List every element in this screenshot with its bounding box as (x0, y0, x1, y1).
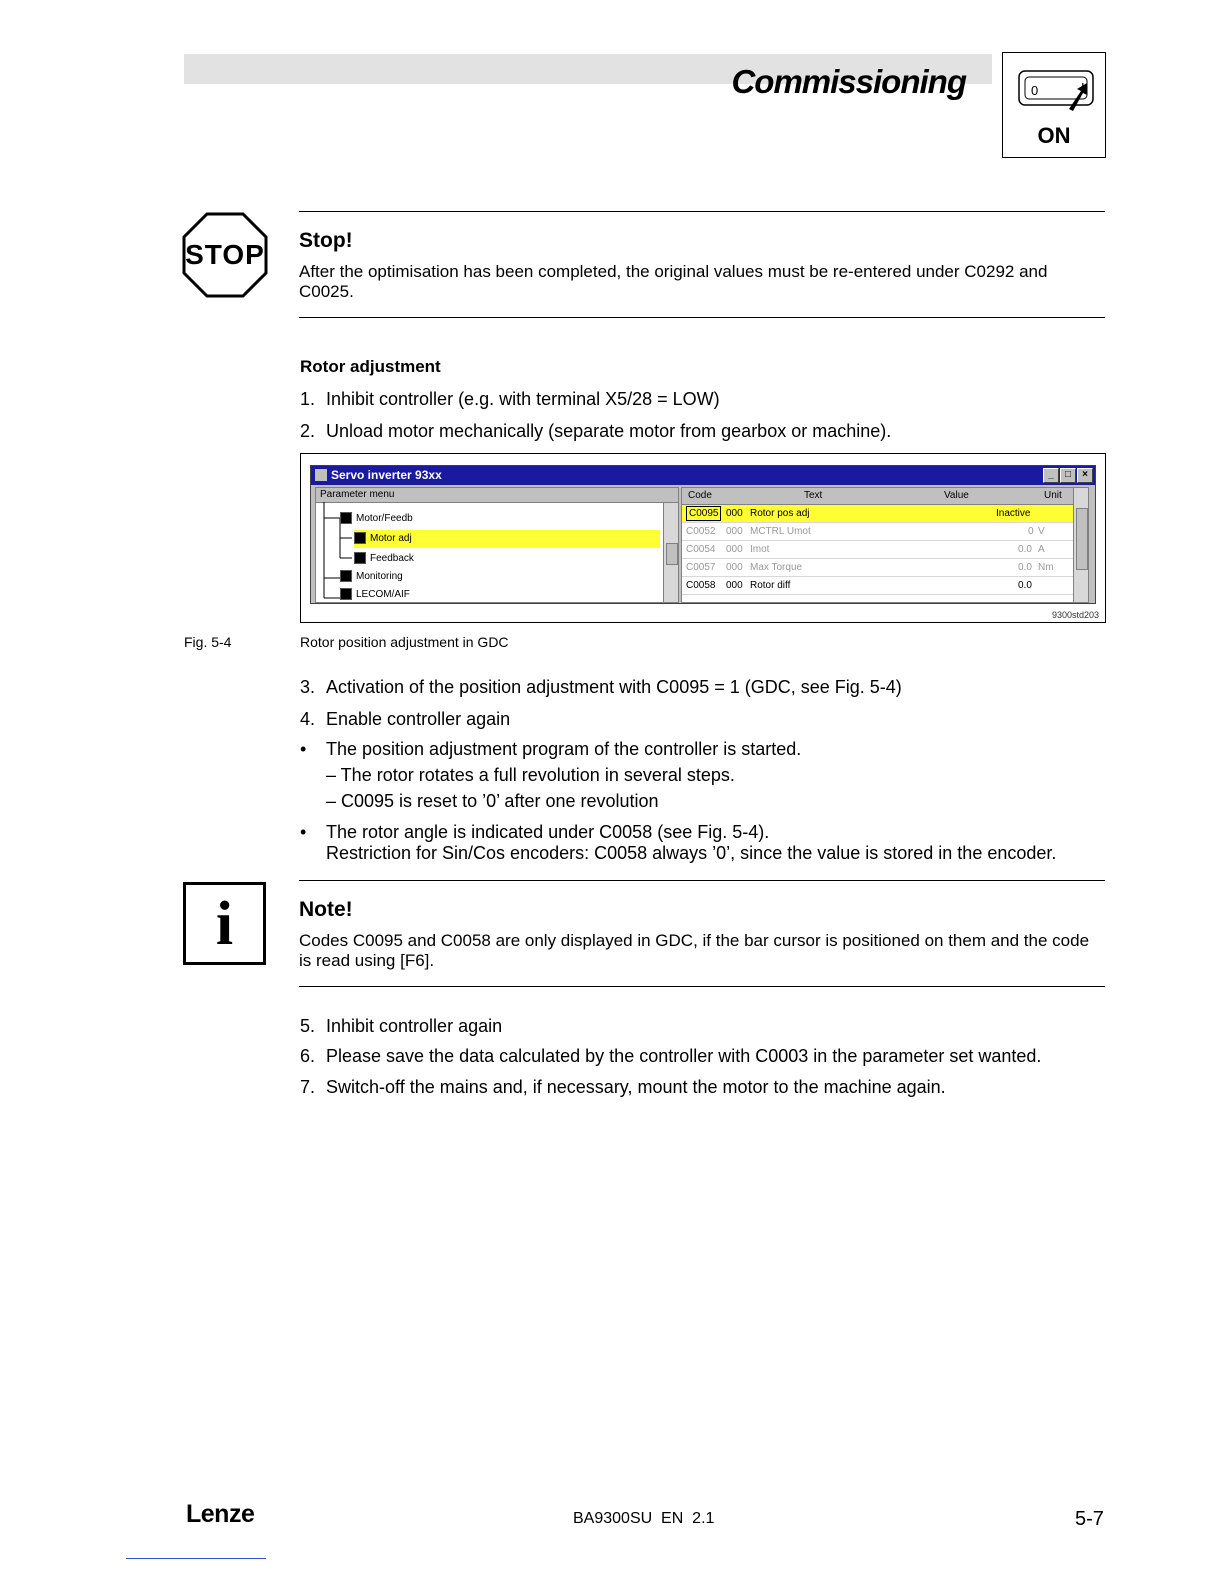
bullet-text: The position adjustment program of the controller is started. (326, 739, 802, 759)
folder-icon (354, 552, 366, 564)
folder-icon (354, 532, 366, 544)
switch-off-mark: 0 (1031, 83, 1039, 98)
col-code: Code (688, 490, 712, 501)
gdc-window (310, 465, 1096, 604)
switch-on-mark: I (1081, 80, 1085, 95)
section-heading: Rotor adjustment (300, 357, 441, 376)
figure-number: Fig. 5-4 (184, 634, 232, 650)
col-value: Value (944, 490, 969, 501)
step-7 (300, 1076, 946, 1098)
step-text: Please save the data calculated by the controller with C0003 in the parameter set wanted. (326, 1046, 1042, 1066)
folder-icon (340, 512, 352, 524)
maximize-icon[interactable]: □ (1060, 468, 1076, 483)
info-icon-letter: i (215, 890, 234, 958)
stop-icon-text: STOP (185, 239, 265, 270)
step-number: 5. (300, 1016, 316, 1036)
bullet-2-sub-1: Restriction for Sin/Cos encoders: C0058 always ’0’, since the value is stored in the encoder. (326, 843, 1057, 863)
step-6 (300, 1045, 1041, 1067)
stop-icon (182, 212, 268, 298)
parameter-menu-pane (315, 487, 679, 603)
figure-frame (300, 453, 1106, 623)
grid-scrollbar[interactable] (1073, 488, 1088, 602)
image-code: 9300std203 (1051, 610, 1099, 620)
step-number: 3. (300, 677, 316, 697)
step-2 (300, 420, 891, 442)
note-box-top-rule (299, 880, 1105, 881)
table-row[interactable]: C0095 000 Rotor pos adj Inactive (682, 505, 1074, 523)
bullet-mark: • (300, 739, 307, 759)
stop-box-bottom-rule (299, 317, 1105, 318)
stop-text: After the optimisation has been completed, the original values must be re-entered under C0292 and C0025. (299, 262, 1048, 301)
step-3 (300, 676, 902, 698)
note-title: Note! (299, 898, 353, 921)
minimize-icon[interactable]: _ (1043, 468, 1059, 483)
footer-link-line (126, 1558, 266, 1559)
chapter-title: Commissioning (731, 63, 966, 100)
window-title: Servo inverter 93xx (331, 468, 442, 482)
step-4 (300, 708, 510, 730)
folder-icon (340, 588, 352, 600)
step-text: Inhibit controller again (326, 1016, 503, 1036)
parameter-grid (681, 487, 1089, 603)
bullet-text: The rotor angle is indicated under C0058 (see Fig. 5-4). (326, 822, 770, 842)
table-row[interactable]: C0058 000 Rotor diff 0.0 (682, 577, 1074, 595)
table-row[interactable]: C0052 000 MCTRL Umot 0 V (682, 523, 1074, 541)
page-number: 5-7 (1075, 1508, 1104, 1530)
bullet-1-sub-1: – The rotor rotates a full revolution in several steps. (326, 765, 735, 785)
step-number: 2. (300, 421, 316, 441)
bullet-2 (300, 821, 769, 843)
step-text: Enable controller again (326, 709, 511, 729)
bullet-1 (300, 738, 801, 760)
step-1 (300, 388, 720, 410)
note-text: Codes C0095 and C0058 are only displayed in GDC, if the bar cursor is positioned on them and the code is read using [F6]. (299, 931, 1090, 970)
col-unit: Unit (1044, 490, 1062, 501)
step-text: Switch-off the mains and, if necessary, mount the motor to the machine again. (326, 1077, 946, 1097)
step-5 (300, 1015, 502, 1037)
grid-header (682, 488, 1074, 505)
stop-title: Stop! (299, 229, 353, 252)
col-text: Text (804, 490, 823, 501)
table-row[interactable]: C0057 000 Max Torque 0.0 Nm (682, 559, 1074, 577)
bullet-mark: • (300, 822, 307, 842)
tree-scrollbar[interactable] (663, 503, 678, 602)
table-row[interactable]: C0054 000 Imot 0.0 A (682, 541, 1074, 559)
step-number: 7. (300, 1077, 316, 1097)
figure-caption: Rotor position adjustment in GDC (300, 634, 509, 650)
document-id: BA9300SU EN 2.1 (573, 1510, 715, 1527)
bullet-1-sub-2: – C0095 is reset to ’0’ after one revolution (326, 791, 659, 811)
stop-box-top-rule (299, 211, 1105, 212)
info-icon (183, 882, 266, 965)
tree-item-motor-adj[interactable]: Motor adj (354, 530, 660, 548)
step-number: 1. (300, 389, 316, 409)
step-text: Activation of the position adjustment with C0095 = 1 (GDC, see Fig. 5-4) (326, 677, 902, 697)
tree-item-motor-feedb[interactable]: Motor/Feedb (340, 510, 413, 528)
step-number: 6. (300, 1046, 316, 1066)
tree-item-monitoring[interactable]: Monitoring (340, 568, 403, 586)
step-text: Inhibit controller (e.g. with terminal X5/28 = LOW) (326, 389, 720, 409)
note-box-bottom-rule (299, 986, 1105, 987)
lenze-logo: Lenze (186, 1500, 255, 1528)
tree-item-lecom[interactable]: LECOM/AIF (340, 586, 410, 603)
switch-on-label: ON (1037, 123, 1071, 148)
folder-icon (340, 570, 352, 582)
close-icon[interactable]: × (1077, 468, 1093, 483)
step-text: Unload motor mechanically (separate motor from gearbox or machine). (326, 421, 892, 441)
window-titlebar (311, 466, 1095, 485)
parameter-menu-header: Parameter menu (316, 488, 678, 503)
step-number: 4. (300, 709, 316, 729)
tree-item-feedback[interactable]: Feedback (354, 550, 414, 568)
power-switch-icon (1002, 52, 1106, 158)
